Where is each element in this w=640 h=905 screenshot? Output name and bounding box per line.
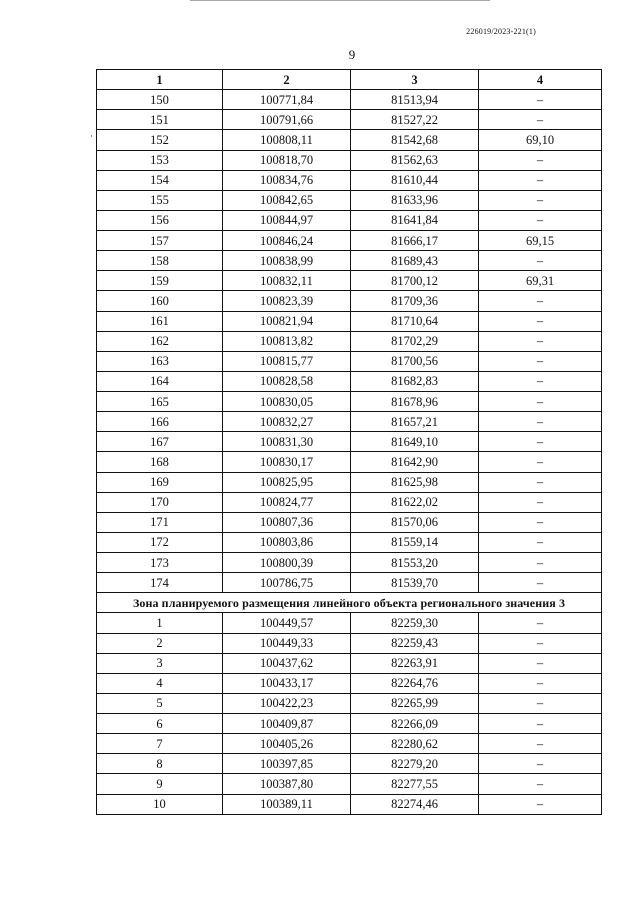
- elevation-value: –: [479, 392, 602, 412]
- elevation-value: –: [479, 774, 602, 794]
- table-row: [97, 653, 602, 673]
- table-row: [97, 291, 602, 311]
- coordinate-y: 82279,20: [351, 754, 479, 774]
- coordinate-y: 81570,06: [351, 512, 479, 532]
- coordinate-y: 81702,29: [351, 331, 479, 351]
- point-number: 171: [97, 512, 223, 532]
- point-number: 164: [97, 371, 223, 391]
- point-number: 170: [97, 492, 223, 512]
- table-row: [97, 774, 602, 794]
- point-number: 161: [97, 311, 223, 331]
- coordinate-x: 100846,24: [223, 231, 351, 251]
- cut-off-footer-text: [80, 893, 590, 903]
- coordinate-y: 81539,70: [351, 573, 479, 593]
- elevation-value: –: [479, 633, 602, 653]
- column-header-3: 3: [351, 70, 479, 90]
- table-row: [97, 754, 602, 774]
- coordinate-y: 82265,99: [351, 693, 479, 713]
- elevation-value: –: [479, 170, 602, 190]
- table-row: [97, 472, 602, 492]
- elevation-value: –: [479, 452, 602, 472]
- elevation-value: 69,15: [479, 231, 602, 251]
- table-row: [97, 311, 602, 331]
- table-row: [97, 231, 602, 251]
- point-number: 158: [97, 251, 223, 271]
- coordinate-y: 81633,96: [351, 190, 479, 210]
- table-row: [97, 613, 602, 633]
- point-number: 153: [97, 150, 223, 170]
- coordinate-y: 81527,22: [351, 110, 479, 130]
- elevation-value: –: [479, 472, 602, 492]
- coordinate-x: 100834,76: [223, 170, 351, 190]
- point-number: 1: [97, 613, 223, 633]
- table-row: [97, 452, 602, 472]
- table-row: [97, 392, 602, 412]
- coordinate-x: 100449,57: [223, 613, 351, 633]
- table-header-row: [97, 70, 602, 90]
- point-number: 156: [97, 210, 223, 230]
- table-row: [97, 190, 602, 210]
- coordinate-y: 82277,55: [351, 774, 479, 794]
- coordinate-x: 100433,17: [223, 673, 351, 693]
- coordinate-y: 81649,10: [351, 432, 479, 452]
- coordinate-y: 81700,56: [351, 351, 479, 371]
- elevation-value: –: [479, 351, 602, 371]
- elevation-value: –: [479, 512, 602, 532]
- table-row: [97, 110, 602, 130]
- table-row: [97, 432, 602, 452]
- coordinate-y: 82274,46: [351, 794, 479, 814]
- coordinate-y: 81666,17: [351, 231, 479, 251]
- elevation-value: –: [479, 714, 602, 734]
- coordinate-y: 82259,43: [351, 633, 479, 653]
- scan-speck: ·: [90, 131, 93, 141]
- table-row: [97, 150, 602, 170]
- coordinate-y: 82280,62: [351, 734, 479, 754]
- coordinate-x: 100786,75: [223, 573, 351, 593]
- elevation-value: –: [479, 291, 602, 311]
- coordinate-x: 100844,97: [223, 210, 351, 230]
- table-row: [97, 512, 602, 532]
- coordinate-y: 81641,84: [351, 210, 479, 230]
- coordinate-x: 100449,33: [223, 633, 351, 653]
- coordinate-y: 81622,02: [351, 492, 479, 512]
- coordinate-y: 81657,21: [351, 412, 479, 432]
- coordinate-x: 100409,87: [223, 714, 351, 734]
- table-row: [97, 170, 602, 190]
- elevation-value: –: [479, 734, 602, 754]
- point-number: 3: [97, 653, 223, 673]
- elevation-value: –: [479, 492, 602, 512]
- point-number: 159: [97, 271, 223, 291]
- point-number: 151: [97, 110, 223, 130]
- coordinate-y: 82263,91: [351, 653, 479, 673]
- point-number: 10: [97, 794, 223, 814]
- point-number: 5: [97, 693, 223, 713]
- table-row: [97, 412, 602, 432]
- point-number: 163: [97, 351, 223, 371]
- table-row: [97, 714, 602, 734]
- elevation-value: –: [479, 653, 602, 673]
- point-number: 167: [97, 432, 223, 452]
- point-number: 2: [97, 633, 223, 653]
- point-number: 169: [97, 472, 223, 492]
- table-row: [97, 90, 602, 110]
- coordinate-x: 100831,30: [223, 432, 351, 452]
- coordinate-y: 81709,36: [351, 291, 479, 311]
- document-id: 226019/2023-221(1): [466, 27, 536, 36]
- table-row: [97, 573, 602, 593]
- point-number: 7: [97, 734, 223, 754]
- coordinate-x: 100808,11: [223, 130, 351, 150]
- coordinate-y: 81682,83: [351, 371, 479, 391]
- elevation-value: –: [479, 311, 602, 331]
- elevation-value: –: [479, 150, 602, 170]
- point-number: 165: [97, 392, 223, 412]
- table-row: [97, 734, 602, 754]
- table-row: [97, 130, 602, 150]
- coordinate-x: 100437,62: [223, 653, 351, 673]
- column-header-4: 4: [479, 70, 602, 90]
- point-number: 162: [97, 331, 223, 351]
- elevation-value: –: [479, 90, 602, 110]
- point-number: 154: [97, 170, 223, 190]
- elevation-value: –: [479, 754, 602, 774]
- elevation-value: –: [479, 693, 602, 713]
- coordinate-x: 100832,27: [223, 412, 351, 432]
- coordinate-y: 81625,98: [351, 472, 479, 492]
- table-row: [97, 371, 602, 391]
- elevation-value: –: [479, 251, 602, 271]
- elevation-value: –: [479, 613, 602, 633]
- point-number: 160: [97, 291, 223, 311]
- elevation-value: –: [479, 210, 602, 230]
- scan-edge-mark: [190, 0, 490, 1]
- coordinate-x: 100803,86: [223, 532, 351, 552]
- point-number: 6: [97, 714, 223, 734]
- coordinate-y: 81562,63: [351, 150, 479, 170]
- elevation-value: –: [479, 412, 602, 432]
- coordinate-y: 82264,76: [351, 673, 479, 693]
- table-row: [97, 693, 602, 713]
- point-number: 150: [97, 90, 223, 110]
- elevation-value: –: [479, 110, 602, 130]
- coordinate-y: 81689,43: [351, 251, 479, 271]
- coordinate-x: 100823,39: [223, 291, 351, 311]
- elevation-value: –: [479, 371, 602, 391]
- coordinate-x: 100824,77: [223, 492, 351, 512]
- coordinate-x: 100821,94: [223, 311, 351, 331]
- coordinate-x: 100807,36: [223, 512, 351, 532]
- coordinate-x: 100818,70: [223, 150, 351, 170]
- point-number: 157: [97, 231, 223, 251]
- coordinate-y: 81700,12: [351, 271, 479, 291]
- elevation-value: –: [479, 331, 602, 351]
- coordinate-y: 81610,44: [351, 170, 479, 190]
- point-number: 8: [97, 754, 223, 774]
- column-header-2: 2: [223, 70, 351, 90]
- coordinate-x: 100828,58: [223, 371, 351, 391]
- point-number: 155: [97, 190, 223, 210]
- point-number: 166: [97, 412, 223, 432]
- elevation-value: –: [479, 532, 602, 552]
- section-header-row: [97, 593, 602, 613]
- elevation-value: –: [479, 794, 602, 814]
- elevation-value: –: [479, 553, 602, 573]
- coordinate-x: 100832,11: [223, 271, 351, 291]
- point-number: 9: [97, 774, 223, 794]
- coordinate-y: 81678,96: [351, 392, 479, 412]
- coordinate-y: 81513,94: [351, 90, 479, 110]
- table-row: [97, 794, 602, 814]
- coordinate-x: 100791,66: [223, 110, 351, 130]
- coordinate-y: 81553,20: [351, 553, 479, 573]
- point-number: 152: [97, 130, 223, 150]
- elevation-value: –: [479, 190, 602, 210]
- coordinate-x: 100825,95: [223, 472, 351, 492]
- coordinate-x: 100389,11: [223, 794, 351, 814]
- table-row: [97, 251, 602, 271]
- coordinate-y: 82266,09: [351, 714, 479, 734]
- point-number: 173: [97, 553, 223, 573]
- coordinate-y: 81559,14: [351, 532, 479, 552]
- table-row: [97, 532, 602, 552]
- coordinate-x: 100838,99: [223, 251, 351, 271]
- elevation-value: 69,10: [479, 130, 602, 150]
- coordinate-y: 81542,68: [351, 130, 479, 150]
- table-row: [97, 351, 602, 371]
- coordinates-table: [96, 69, 602, 815]
- coordinate-y: 81642,90: [351, 452, 479, 472]
- point-number: 174: [97, 573, 223, 593]
- coordinate-x: 100830,17: [223, 452, 351, 472]
- coordinate-x: 100771,84: [223, 90, 351, 110]
- page-number: 9: [348, 47, 356, 62]
- elevation-value: 69,31: [479, 271, 602, 291]
- table-row: [97, 331, 602, 351]
- coordinate-y: 82259,30: [351, 613, 479, 633]
- elevation-value: –: [479, 573, 602, 593]
- coordinate-x: 100422,23: [223, 693, 351, 713]
- coordinate-y: 81710,64: [351, 311, 479, 331]
- coordinate-x: 100387,80: [223, 774, 351, 794]
- table-row: [97, 492, 602, 512]
- coordinate-x: 100830,05: [223, 392, 351, 412]
- point-number: 168: [97, 452, 223, 472]
- point-number: 172: [97, 532, 223, 552]
- coordinate-x: 100397,85: [223, 754, 351, 774]
- coordinate-x: 100405,26: [223, 734, 351, 754]
- point-number: 4: [97, 673, 223, 693]
- coordinate-x: 100813,82: [223, 331, 351, 351]
- table-row: [97, 553, 602, 573]
- coordinate-x: 100800,39: [223, 553, 351, 573]
- coordinate-x: 100842,65: [223, 190, 351, 210]
- column-header-1: 1: [97, 70, 223, 90]
- coordinate-x: 100815,77: [223, 351, 351, 371]
- section-title: Зона планируемого размещения линейного объекта регионального значения 3: [97, 593, 602, 613]
- elevation-value: –: [479, 673, 602, 693]
- elevation-value: –: [479, 432, 602, 452]
- table-row: [97, 673, 602, 693]
- table-row: [97, 210, 602, 230]
- table-row: [97, 271, 602, 291]
- table-row: [97, 633, 602, 653]
